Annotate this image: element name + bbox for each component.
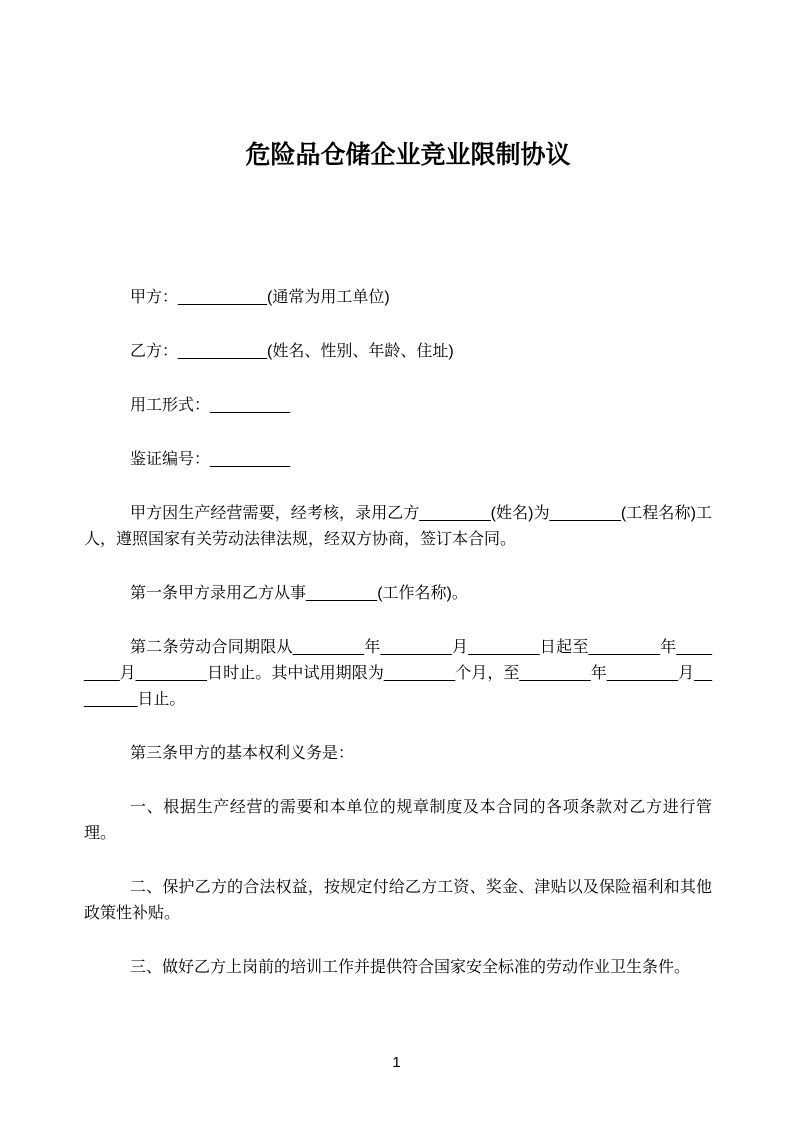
article-3-item-3: 三、做好乙方上岗前的培训工作并提供符合国家安全标准的劳动作业卫生条件。: [130, 959, 691, 976]
document-title: 危险品仓储企业竞业限制协议: [245, 141, 571, 169]
article-1-paragraph: 第一条甲方录用乙方从事________(工作名称)。: [130, 585, 468, 602]
article-2-paragraph: 第二条劳动合同期限从________年________月________日起至________年________月________日时止。其中试用期限为________个月，至________年________月________日止。: [84, 639, 712, 708]
article-3-item-1: 一、根据生产经营的需要和本单位的规章制度及本合同的各项条款对乙方进行管理。: [84, 799, 712, 842]
party-a-line: 甲方：__________(通常为用工单位): [130, 289, 390, 306]
party-b-line: 乙方：__________(姓名、性别、年龄、住址): [130, 343, 454, 360]
attestation-number-line: 鉴证编号：_________: [130, 451, 291, 468]
article-3-heading: 第三条甲方的基本权利义务是：: [130, 745, 355, 762]
article-3-item-2: 二、保护乙方的合法权益，按规定付给乙方工资、奖金、津贴以及保险福利和其他政策性补贴。: [84, 879, 712, 922]
page-number: 1: [392, 1054, 401, 1071]
preamble-paragraph: 甲方因生产经营需要，经考核，录用乙方________(姓名)为________(工程名称)工人，遵照国家有关劳动法律法规，经双方协商，签订本合同。: [84, 505, 712, 548]
employment-form-line: 用工形式：_________: [130, 397, 291, 414]
